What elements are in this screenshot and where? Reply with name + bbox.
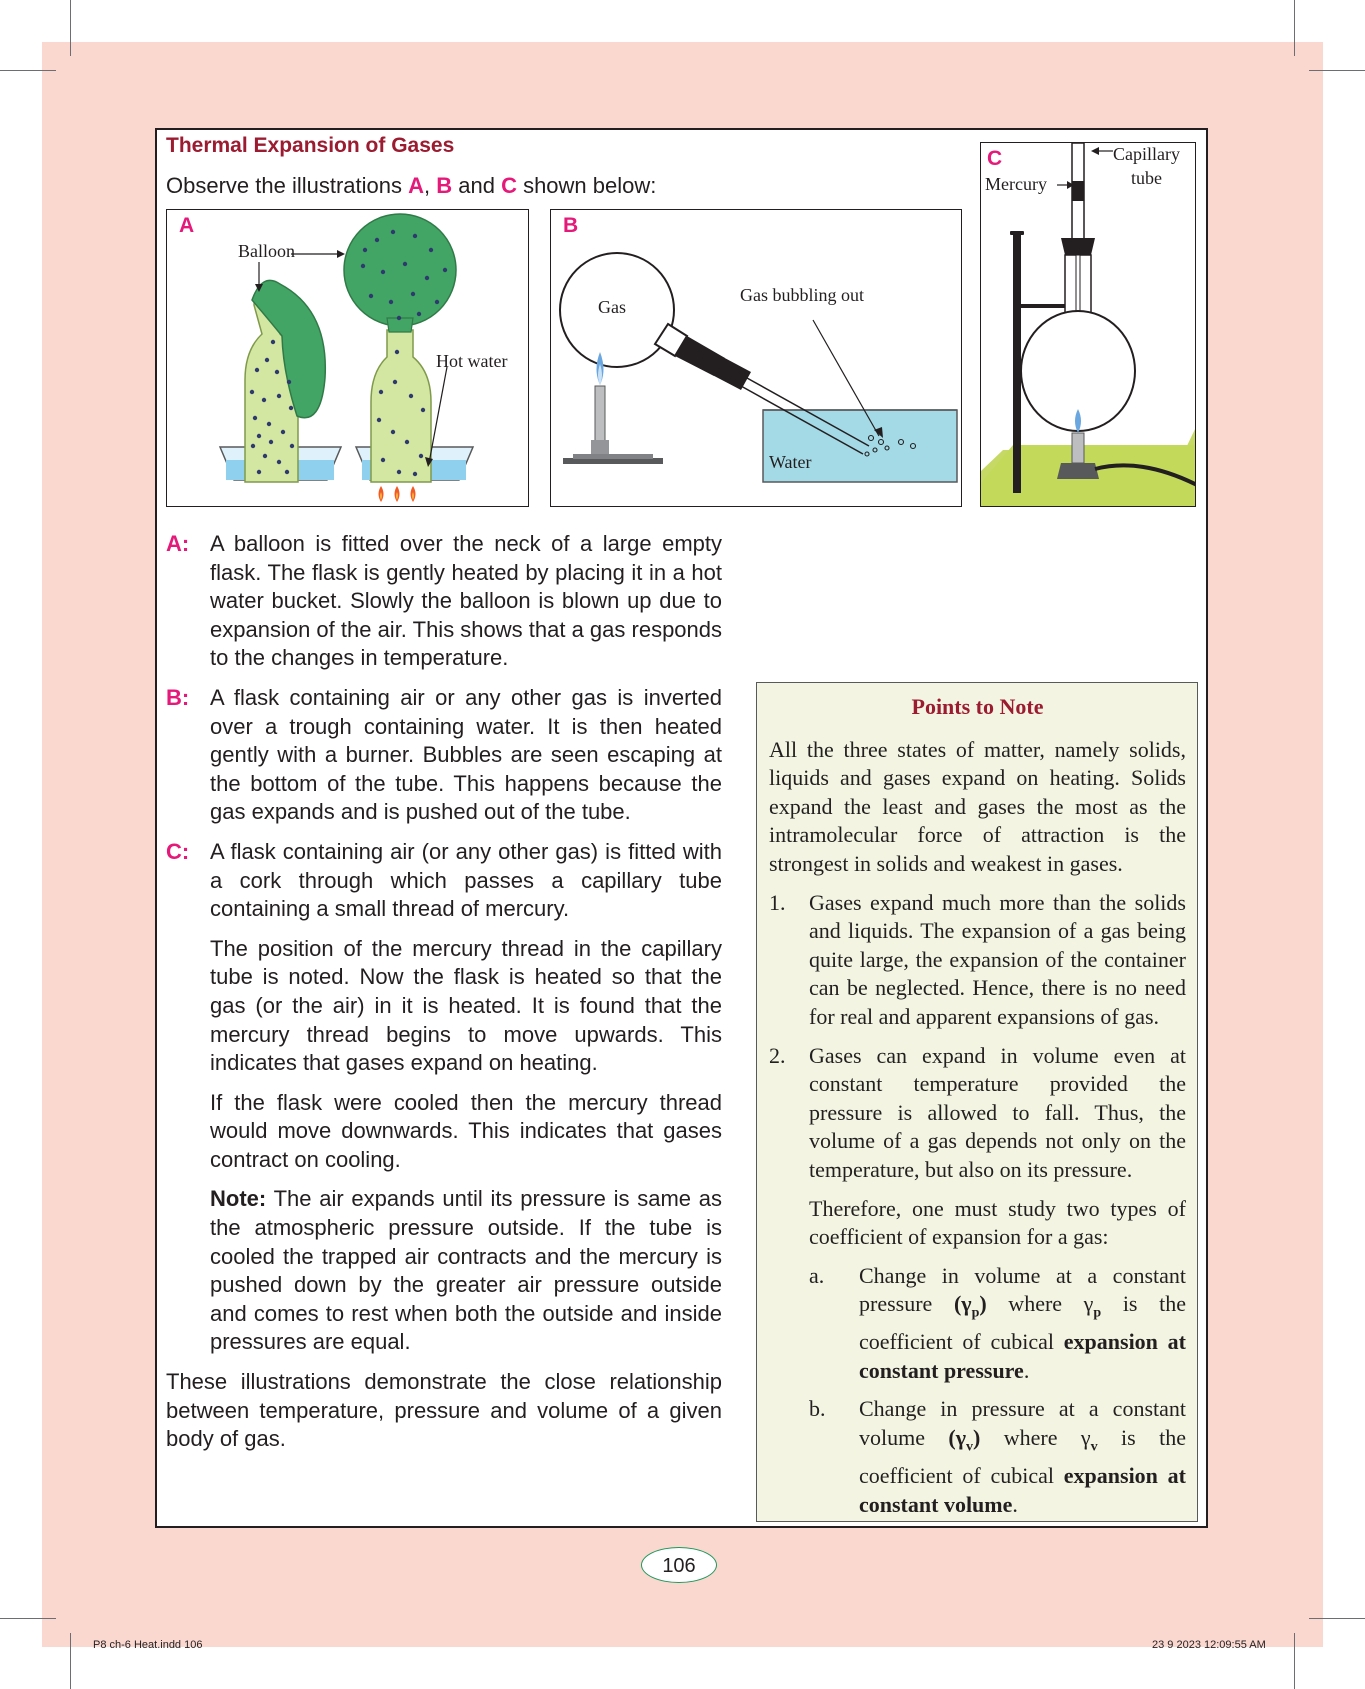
explanation-c-para-3: If the flask were cooled then the mercury thread would move downwards. This indicates that gases contract on cooling. <box>210 1089 722 1172</box>
mercury-label: Mercury <box>985 174 1047 194</box>
crop-mark <box>0 70 56 71</box>
points-to-note-title: Points to Note <box>911 694 1044 719</box>
explanation-a-tag: A: <box>166 531 190 556</box>
points-to-note-box <box>756 682 1198 1522</box>
note-point-2: 2. Gases can expand in volume even at constant temperature provided the pressure is allowed to fall. Thus, the volume of a gas depends not only on the temperature, but also on its pressure. <box>769 1042 1186 1182</box>
gas-bubbling-label: Gas bubbling out <box>740 285 864 305</box>
section-title: Thermal Expansion of Gases <box>166 134 455 157</box>
figure-c <box>980 142 1196 507</box>
capillary-label: Capillary tube <box>1113 144 1180 188</box>
water-label: Water <box>769 452 812 472</box>
figure-b-letter: B <box>563 214 579 237</box>
figure-b-illustration <box>551 210 962 507</box>
crop-mark <box>1309 70 1365 71</box>
crop-mark <box>0 1618 56 1619</box>
hot-water-label: Hot water <box>436 351 508 371</box>
explanation-c-note: Note: The air expands until its pressure is same as the atmospheric pressure outside. If the tube is cooled the trapped air contracts and the mercury is pushed down by the greater air pressure outside and comes to rest when both the outside and inside pressures are equal. <box>210 1186 722 1355</box>
closing-paragraph: These illustrations demonstrate the close relationship between temperature, pressure and volume of a given body of gas. <box>166 1369 722 1452</box>
note-sub-b: b. Change in pressure at a constant volume $(\gamma_v)$ where $\gamma_v$ is the coefficient of cubical expansion at constant volume. <box>809 1396 1186 1517</box>
crop-mark <box>1309 1618 1365 1619</box>
note-therefore: Therefore, one must study two types of coefficient of expansion for a gas: <box>809 1195 1186 1250</box>
page-number: 106 <box>641 1547 717 1583</box>
note-sub-a: a. Change in volume at a constant pressure $(\gamma_p)$ where $\gamma_p$ is the coefficient of cubical expansion at constant pressure. <box>809 1262 1186 1383</box>
crop-mark <box>70 1633 71 1689</box>
slug-left: P8 ch-6 Heat.indd 106 <box>93 1639 203 1651</box>
intro-line: Observe the illustrations A, B and C shown below: <box>166 173 657 198</box>
figure-c-illustration <box>981 143 1196 507</box>
gas-label: Gas <box>598 297 626 317</box>
figure-b <box>550 209 962 507</box>
crop-mark <box>1294 1633 1295 1689</box>
body-column <box>166 530 722 1454</box>
explanation-c-tag: C: <box>166 838 190 864</box>
note-point-1: 1. Gases expand much more than the solids and liquids. The expansion of a gas being quite large, the expansion of the container can be neglected. Hence, there is no need for real and apparent expansions of gas. <box>769 889 1186 1029</box>
figure-a-letter: A <box>179 214 195 237</box>
crop-mark <box>1294 0 1295 56</box>
crop-mark <box>70 0 71 56</box>
explanation-c: C: A flask containing air (or any other gas) is fitted with a cork through which passes a capillary tube containing a small thread of mercury. <box>166 838 722 922</box>
figure-c-letter: C <box>987 147 1003 170</box>
slug-right: 23 9 2023 12:09:55 AM <box>1152 1639 1266 1651</box>
explanation-c-para-2: The position of the mercury thread in the capillary tube is noted. Now the flask is heated so that the gas (or the air) in it is heated. It is found that the mercury thread begins to move upwards. This indicates that gases expand on heating. <box>210 935 722 1076</box>
figure-a <box>166 209 529 507</box>
explanation-b-tag: B: <box>166 684 190 710</box>
explanation-a: A: A balloon is fitted over the neck of a large empty flask. The flask is gently heated by placing it in a hot water bucket. Slowly the balloon is blown up due to expansion of the air. This shows that a gas responds to the changes in temperature. <box>166 531 723 671</box>
points-to-note-intro: All the three states of matter, namely solids, liquids and gases expand on heating. Solids expand the least and gases the most as the intramolecular force of attraction is the strongest in solids and weakest in gases. <box>769 736 1186 876</box>
balloon-label: Balloon <box>238 241 295 261</box>
explanation-b: B: A flask containing air or any other gas is inverted over a trough containing water. It is then heated gently with a burner. Bubbles are seen escaping at the bottom of the tube. This happens because the gas expands and is pushed out of the tube. <box>166 684 722 825</box>
